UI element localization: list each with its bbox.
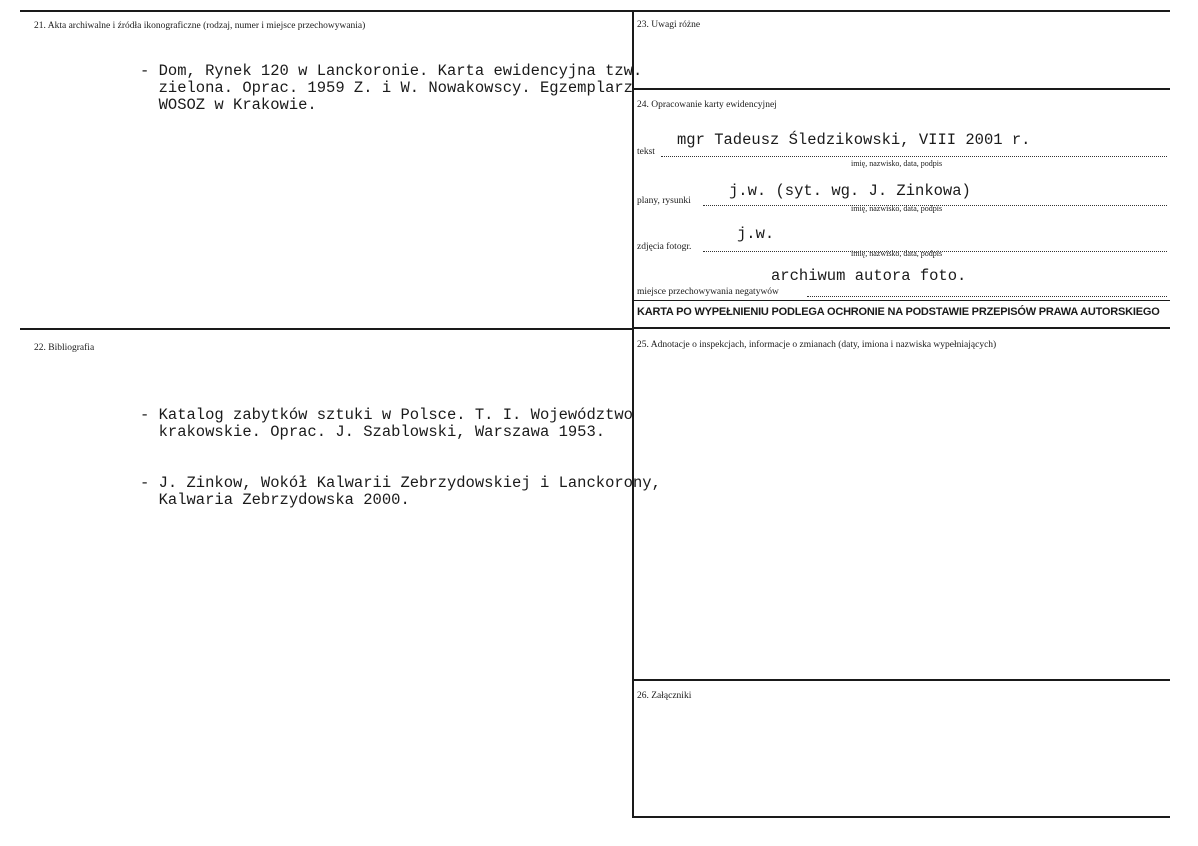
divider-25-26 xyxy=(634,679,1170,681)
field-plany-caption: imię, nazwisko, data, podpis xyxy=(851,204,943,213)
archive-entry: - Dom, Rynek 120 w Lanckoronie. Karta ewidencyjna tzw. zielona. Oprac. 1959 Z. i W. Nowakowscy. Egzemplarz WOSOZ w Krakowie. xyxy=(140,62,643,114)
section-22-title: 22. Bibliografia xyxy=(34,343,95,353)
top-border xyxy=(20,10,1170,12)
field-tekst-value: mgr Tadeusz Śledzikowski, VIII 2001 r. xyxy=(677,131,1031,149)
section-25-title: 25. Adnotacje o inspekcjach, informacje o zmianach (daty, imiona i nazwiska wypełniających) xyxy=(637,340,997,350)
field-tekst-label: tekst xyxy=(637,147,655,157)
section-23-title: 23. Uwagi różne xyxy=(637,20,701,30)
field-miejsce-label: miejsce przechowywania negatywów xyxy=(637,287,779,297)
field-zdjecia-label: zdjęcia fotogr. xyxy=(637,242,692,252)
bibliography-entry: - J. Zinkow, Wokół Kalwarii Zebrzydowskiej i Lanckorony, Kalwaria Zebrzydowska 2000. xyxy=(140,474,661,509)
field-tekst-line xyxy=(661,156,1167,157)
field-plany-label: plany, rysunki xyxy=(637,196,691,206)
divider-left-21-22 xyxy=(20,328,632,330)
bibliography-entry: - Katalog zabytków sztuki w Polsce. T. I. Województwo krakowskie. Oprac. J. Szablowski, Warszawa 1953. xyxy=(140,406,633,441)
field-zdjecia xyxy=(637,223,1167,263)
field-tekst xyxy=(637,128,1167,168)
divider-23-24 xyxy=(634,88,1170,90)
section-21-title: 21. Akta archiwalne i źródła ikonograficzne (rodzaj, numer i miejsce przechowywania) xyxy=(34,21,366,31)
field-zdjecia-value: j.w. xyxy=(737,225,775,243)
field-tekst-caption: imię, nazwisko, data, podpis xyxy=(851,159,943,168)
bottom-border-right xyxy=(634,816,1170,818)
field-plany-value: j.w. (syt. wg. J. Zinkowa) xyxy=(729,182,971,200)
field-plany xyxy=(637,180,1167,220)
divider-right-24-25 xyxy=(634,327,1170,329)
field-zdjecia-caption: imię, nazwisko, data, podpis xyxy=(851,249,943,258)
section-24-title: 24. Opracowanie karty ewidencyjnej xyxy=(637,100,777,110)
field-miejsce-value: archiwum autora foto. xyxy=(771,267,967,285)
section-26-title: 26. Załączniki xyxy=(637,691,692,701)
bibliography-list xyxy=(140,373,661,526)
field-miejsce-line xyxy=(807,296,1167,297)
field-miejsce xyxy=(637,265,1167,301)
copyright-notice: KARTA PO WYPEŁNIENIU PODLEGA OCHRONIE NA PODSTAWIE PRZEPISÓW PRAWA AUTORSKIEGO xyxy=(637,306,1160,318)
